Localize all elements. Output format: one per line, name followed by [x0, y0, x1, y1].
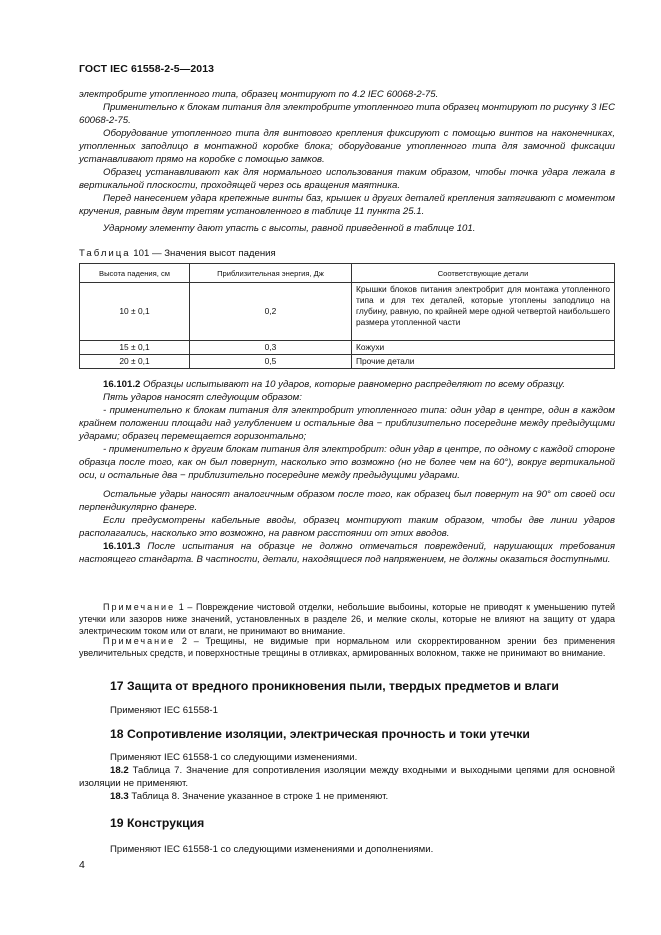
clause-16-101-2: [79, 378, 615, 566]
section-19-body: Применяют IEC 61558-1 со следующими изменениями и дополнениями.: [110, 844, 434, 855]
clause-18-2: [79, 764, 615, 790]
clause-paragraph: Если предусмотрены кабельные вводы, образец монтируют таким образом, чтобы две линии ударов располагались, насколько это возможно, на равном расстоянии от этих вводов.: [79, 515, 615, 539]
table-cell-energy: 0,2: [190, 283, 352, 341]
table-header-cell: Высота падения, см: [80, 264, 190, 283]
table-cell-height: 15 ± 0,1: [80, 341, 190, 355]
intro-paragraph: Перед нанесением удара крепежные винты баз, крышек и других деталей крепления затягивают с моментом кручения, равным двум третям установленного в таблице 11 пункта 25.1.: [79, 193, 615, 217]
clause-number: 16.101.2: [103, 379, 141, 390]
table-cell-height: 10 ± 0,1: [80, 283, 190, 341]
table-caption: [79, 248, 276, 259]
clause-text: Таблица 7. Значение для сопротивления изоляции между входными и выходными цепями для основной изоляции не применяют.: [79, 765, 615, 789]
clause-18-3: [79, 790, 615, 803]
note-1: [79, 601, 615, 637]
table-header-row: [80, 264, 615, 283]
table-row: [80, 283, 615, 341]
note-2: [79, 635, 615, 659]
intro-paragraph: Ударному элементу дают упасть с высоты, равной приведенной в таблице 101.: [103, 223, 476, 234]
section-19-title: 19 Конструкция: [110, 816, 205, 830]
clause-text: Таблица 8. Значение указанное в строке 1 не применяют.: [128, 791, 389, 802]
note-text: 2 – Трещины, не видимые при нормальном или скорректированном зрении без применения увеличительных средств, и поверхностные трещины в отливках, армированных волокном, также не принимают во внимание.: [79, 636, 615, 658]
table-row: [80, 341, 615, 355]
clause-paragraph: - применительно к другим блокам питания для электробрит: один удар в центре, по одному с каждой стороне образца после того, как он был повернут, насколько это возможно (но не более чем на 60°), вокруг вертикальной оси, и остальные два − приблизительно посередине между предыдущими ударами.: [79, 444, 615, 481]
intro-paragraph: Применительно к блокам питания для электробрите утопленного типа образец монтируют по рисунку 3 IEC 60068-2-75.: [79, 102, 615, 126]
clause-number: 18.2: [110, 765, 129, 776]
table-cell-parts: Крышки блоков питания электробрит для монтажа утопленного типа и для тех деталей, которые утоплены заподлицо на глубину, равную, по крайней мере одной четвертой наибольшего размера утопленной части: [352, 283, 615, 341]
table-cell-energy: 0,3: [190, 341, 352, 355]
table-header-cell: Соответствующие детали: [352, 264, 615, 283]
note-label: Примечание: [103, 636, 176, 646]
section-17-title: 17 Защита от вредного проникновения пыли, твердых предметов и влаги: [110, 679, 559, 693]
section-18-block: [79, 751, 615, 803]
document-header: ГОСТ IEC 61558-2-5—2013: [79, 63, 215, 75]
page-number: 4: [79, 859, 85, 871]
intro-paragraph: электробрите утопленного типа, образец монтируют по 4.2 IEC 60068-2-75.: [79, 89, 439, 100]
clause-number: 16.101.3: [103, 541, 141, 552]
drop-height-table: [79, 263, 615, 369]
intro-block: [79, 88, 615, 235]
section-17-body: Применяют IEC 61558-1: [110, 705, 218, 716]
intro-paragraph: Образец устанавливают как для нормального использования таким образом, чтобы точка удара лежала в вертикальной плоскости, проходящей через ось вращения маятника.: [79, 167, 615, 191]
section-18-body: Применяют IEC 61558-1 со следующими изменениями.: [110, 752, 358, 763]
table-caption-prefix: Таблица: [79, 248, 131, 259]
intro-paragraph: Оборудование утопленного типа для винтового крепления фиксируют с помощью винтов на наконечниках, утопленных заподлицо в монтажной коробке блока; оборудование утопленного типа для замочной фиксации устанавливают прямо на коробке с помощью замков.: [79, 128, 615, 165]
table-cell-parts: Кожухи: [352, 341, 615, 355]
clause-paragraph: Остальные удары наносят аналогичным образом после того, как образец был повернут на 90° от своей оси перпендикулярно фанере.: [79, 489, 615, 513]
clause-number: 18.3: [110, 791, 129, 802]
clause-paragraph: - применительно к блокам питания для электробрит утопленного типа: один удар в центре, один в каждом крайнем положении площади над углублением и остальные два − приблизительно посередине между предыдущими ударами; образец перемещается горизонтально;: [79, 405, 615, 442]
table-cell-energy: 0,5: [190, 355, 352, 369]
note-label: Примечание: [103, 602, 176, 612]
note-text: 1 – Повреждение чистовой отделки, небольшие выбоины, которые не приводят к уменьшению путей утечки или зазоров ниже значений, установленных в разделе 26, и мелкие сколы, которые не влияют на защиту от удара электрическим током или от влаги, не принимают во внимание.: [79, 602, 615, 636]
table-caption-title: 101 — Значения высот падения: [130, 248, 276, 259]
table-row: [80, 355, 615, 369]
clause-paragraph: [79, 378, 615, 391]
table-cell-parts: Прочие детали: [352, 355, 615, 369]
table-cell-height: 20 ± 0,1: [80, 355, 190, 369]
clause-paragraph: [79, 540, 615, 566]
clause-paragraph: Пять ударов наносят следующим образом:: [103, 392, 302, 403]
table-header-cell: Приблизительная энергия, Дж: [190, 264, 352, 283]
section-18-title: 18 Сопротивление изоляции, электрическая прочность и токи утечки: [110, 727, 530, 741]
clause-text: После испытания на образце не должно отмечаться повреждений, нарушающих требования настоящего стандарта. В частности, детали, находящиеся под напряжением, не должны оказаться доступными.: [79, 541, 615, 565]
clause-text: Образцы испытывают на 10 ударов, которые равномерно распределяют по всему образцу.: [140, 379, 566, 390]
